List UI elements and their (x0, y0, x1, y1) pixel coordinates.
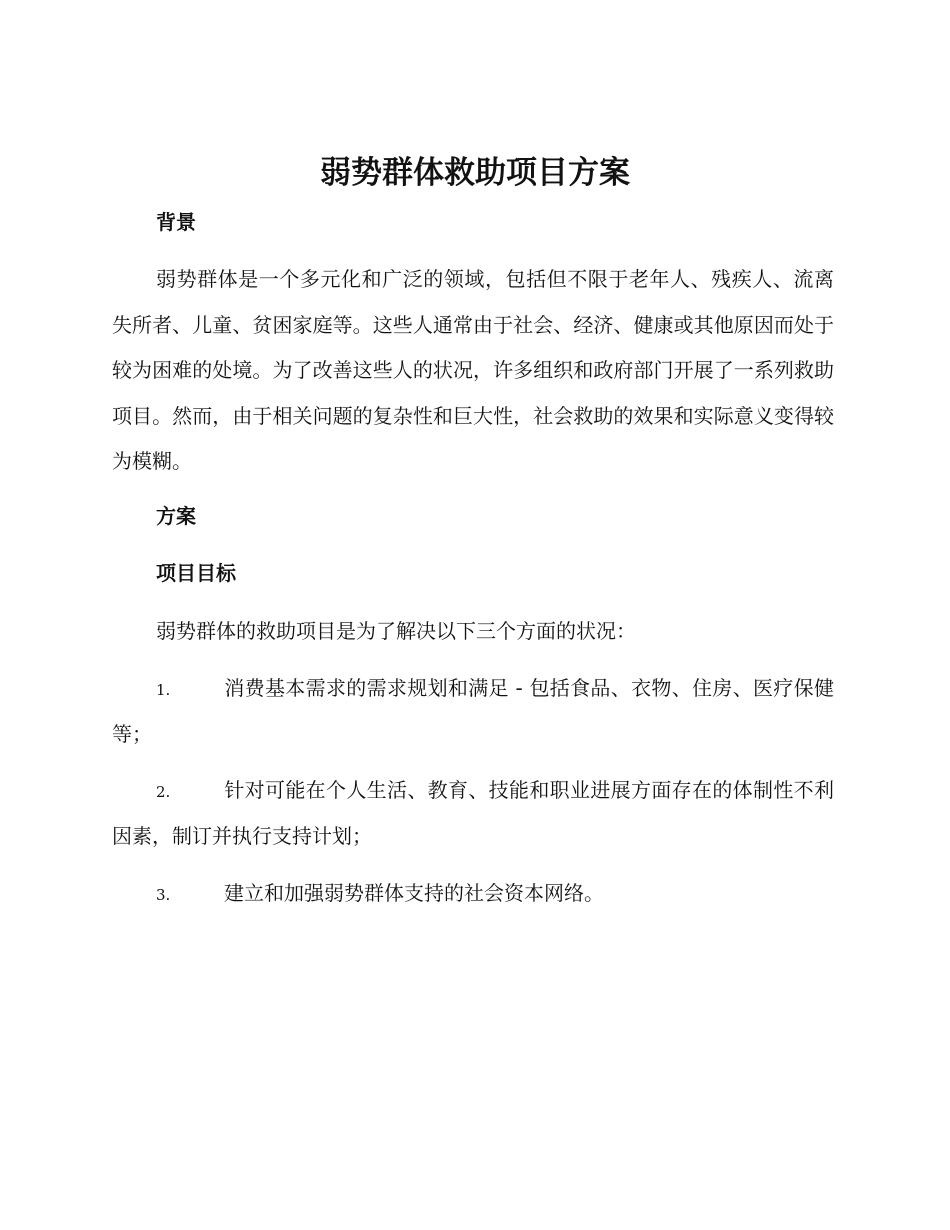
list-number: 1. (156, 681, 171, 699)
list-number: 2. (156, 783, 171, 801)
list-item-goal-2 (112, 768, 834, 858)
list-item-text: 建立和加强弱势群体支持的社会资本网络。 (224, 881, 604, 905)
list-item-goal-3 (112, 871, 834, 917)
heading-project-goals: 项目目标 (156, 561, 236, 585)
list-item-text: 消费基本需求的需求规划和满足 - 包括食品、衣物、住房、医疗保健等； (112, 676, 834, 746)
list-number: 3. (156, 886, 171, 904)
heading-plan: 方案 (156, 504, 196, 528)
list-item-text: 针对可能在个人生活、教育、技能和职业进展方面存在的体制性不利因素，制订并执行支持计划； (112, 778, 834, 848)
list-item-goal-1 (112, 666, 834, 756)
paragraph-goals-intro: 弱势群体的救助项目是为了解决以下三个方面的状况： (156, 619, 636, 643)
paragraph-background: 弱势群体是一个多元化和广泛的领域，包括但不限于老年人、残疾人、流离失所者、儿童、贫困家庭等。这些人通常由于社会、经济、健康或其他原因而处于较为困难的处境。为了改善这些人的状况，许多组织和政府部门开展了一系列救助项目。然而，由于相关问题的复杂性和巨大性，社会救助的效果和实际意义变得较为模糊。 (112, 267, 834, 473)
document-title: 弱势群体救助项目方案 (320, 155, 630, 191)
heading-background: 背景 (156, 210, 196, 234)
